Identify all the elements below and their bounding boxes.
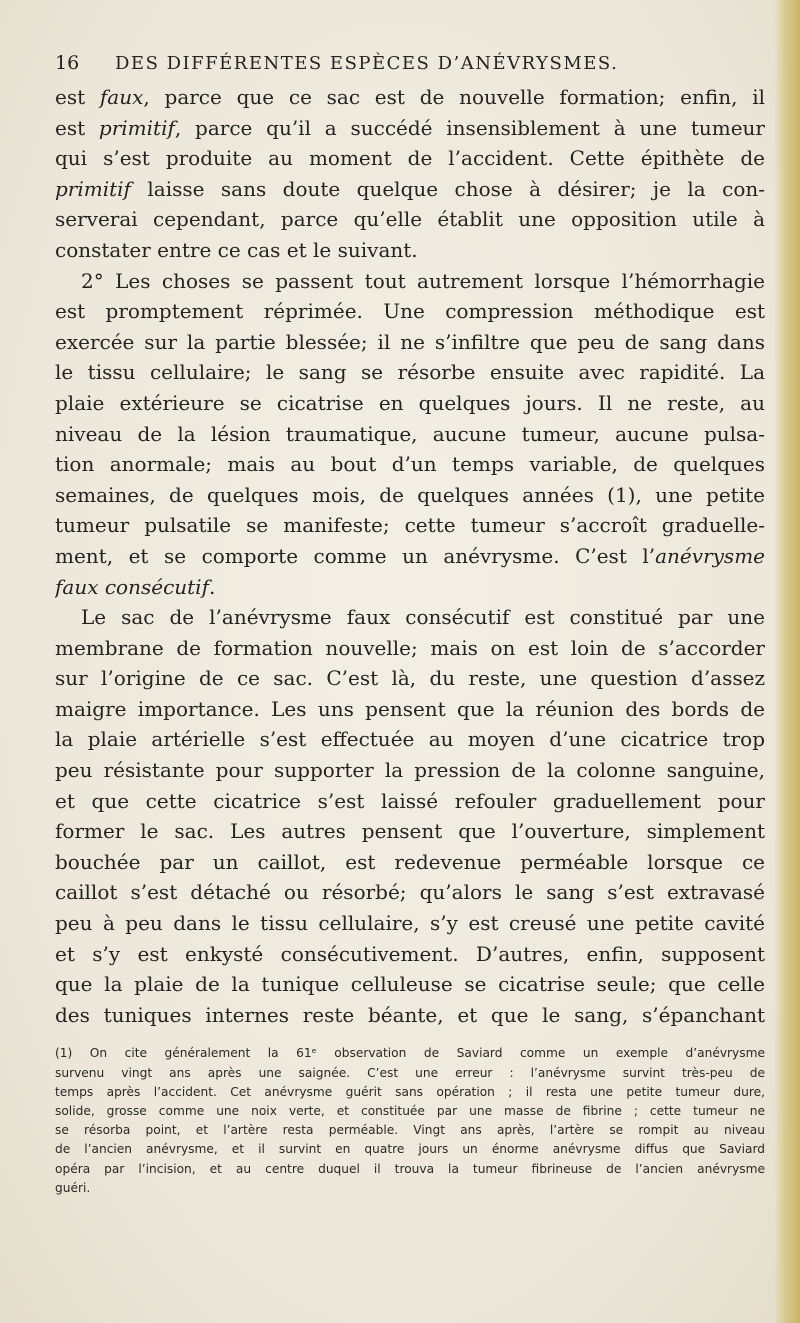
text-run: caillot s’est détaché ou résorbé; qu’alors le sang s’est extravasé bbox=[55, 880, 765, 905]
text-line bbox=[55, 541, 765, 572]
text-run: semaines, de quelques mois, de quelques années (1), une petite bbox=[55, 482, 765, 507]
text-line bbox=[55, 266, 765, 297]
text-run: qui s’est produite au moment de l’accident. Cette épithète de bbox=[55, 146, 765, 171]
text-line bbox=[55, 939, 765, 970]
text-run: est bbox=[55, 115, 99, 140]
text-run: que la plaie de la tunique celluleuse se cicatrise seule; que celle bbox=[55, 972, 765, 997]
footnote-line: guéri. bbox=[55, 1180, 91, 1195]
text-line bbox=[55, 724, 765, 755]
text-run: et s’y est enkysté consécutivement. D’autres, enfin, supposent bbox=[55, 941, 765, 966]
body-text bbox=[55, 82, 765, 1030]
italic-run: primitif bbox=[98, 115, 175, 140]
footnote-line: temps après l’accident. Cet anévrysme guérit sans opération ; il resta une petite tumeur dure, bbox=[55, 1084, 765, 1099]
text-line bbox=[55, 572, 765, 603]
text-run: ment, et se comporte comme un anévrysme. C’est l’ bbox=[55, 543, 656, 568]
text-run: tumeur pulsatile se manifeste; cette tumeur s’accroît graduelle- bbox=[55, 513, 765, 538]
text-run: le tissu cellulaire; le sang se résorbe ensuite avec rapidité. La bbox=[55, 360, 765, 385]
text-line bbox=[55, 663, 765, 694]
text-run: 2° Les choses se passent tout autrement lorsque l’hémorrhagie bbox=[81, 268, 765, 293]
footnote-line: solide, grosse comme une noix verte, et constituée par une masse de fibrine ; cette tumeur ne bbox=[55, 1103, 765, 1118]
text-run: est promptement réprimée. Une compression méthodique est bbox=[55, 299, 765, 324]
text-run: former le sac. Les autres pensent que l’ouverture, simplement bbox=[55, 819, 765, 844]
text-run: Le sac de l’anévrysme faux consécutif est constitué par une bbox=[81, 605, 765, 630]
text-run: peu à peu dans le tissu cellulaire, s’y est creusé une petite cavité bbox=[55, 911, 765, 936]
footnote-line: survenu vingt ans après une saignée. C’est une erreur : l’anévrysme survint très-peu de bbox=[55, 1065, 765, 1080]
text-line bbox=[55, 786, 765, 817]
text-line bbox=[55, 327, 765, 358]
text-line bbox=[55, 113, 765, 144]
text-line bbox=[55, 419, 765, 450]
footnote-line: opéra par l’incision, et au centre duquel il trouva la tumeur fibrineuse de l’ancien anévrysme bbox=[55, 1161, 765, 1176]
text-line bbox=[55, 174, 765, 205]
text-line bbox=[55, 877, 765, 908]
italic-run: anévrysme bbox=[655, 543, 765, 568]
text-run: maigre importance. Les uns pensent que la réunion des bords de bbox=[55, 696, 765, 721]
text-line bbox=[55, 82, 765, 113]
text-line bbox=[55, 296, 765, 327]
text-line bbox=[55, 847, 765, 878]
text-line bbox=[55, 602, 765, 633]
text-line bbox=[55, 480, 765, 511]
running-title: DES DIFFÉRENTES ESPÈCES D’ANÉVRYSMES. bbox=[115, 53, 619, 74]
text-line bbox=[55, 143, 765, 174]
text-line bbox=[55, 816, 765, 847]
text-line bbox=[55, 388, 765, 419]
italic-run: faux bbox=[99, 85, 144, 109]
text-run: peu résistante pour supporter la pression de la colonne sanguine, bbox=[55, 758, 765, 783]
text-line bbox=[55, 633, 765, 664]
text-run: , parce qu’il a succédé insensiblement à une tumeur bbox=[174, 115, 765, 140]
text-run: niveau de la lésion traumatique, aucune tumeur, aucune pulsa- bbox=[55, 421, 765, 446]
text-line bbox=[55, 1000, 765, 1031]
footnote-line: (1) On cite généralement la 61ᵉ observation de Saviard comme un exemple d’anévrysme bbox=[55, 1046, 765, 1061]
text-run: , parce que ce sac est de nouvelle formation; enfin, il bbox=[143, 85, 765, 109]
text-run: membrane de formation nouvelle; mais on est loin de s’accorder bbox=[55, 635, 765, 660]
footnote-line: de l’ancien anévrysme, et il survint en quatre jours un énorme anévrysme diffus que Saviard bbox=[55, 1142, 765, 1157]
running-header bbox=[55, 52, 765, 82]
text-run: est bbox=[55, 85, 100, 109]
text-run: des tuniques internes reste béante, et que le sang, s’épanchant bbox=[55, 1002, 765, 1027]
text-run: . bbox=[208, 574, 216, 599]
text-run: serverai cependant, parce qu’elle établit une opposition utile à bbox=[55, 207, 765, 232]
text-line bbox=[55, 969, 765, 1000]
page-edge-stain bbox=[774, 0, 800, 1323]
text-run: exercée sur la partie blessée; il ne s’infiltre que peu de sang dans bbox=[55, 329, 765, 354]
text-run: plaie extérieure se cicatrise en quelques jours. Il ne reste, au bbox=[55, 390, 765, 415]
text-line bbox=[55, 449, 765, 480]
text-line bbox=[55, 357, 765, 388]
italic-run: primitif bbox=[55, 176, 131, 201]
text-run: et que cette cicatrice s’est laissé refouler graduellement pour bbox=[55, 788, 765, 813]
text-run: laisse sans doute quelque chose à désirer; je la con- bbox=[130, 176, 765, 201]
text-run: tion anormale; mais au bout d’un temps variable, de quelques bbox=[55, 452, 765, 477]
text-line bbox=[55, 694, 765, 725]
italic-run: faux consécutif bbox=[55, 574, 209, 599]
text-line bbox=[55, 510, 765, 541]
text-run: bouchée par un caillot, est redevenue perméable lorsque ce bbox=[55, 849, 765, 874]
text-run: constater entre ce cas et le suivant. bbox=[55, 237, 418, 262]
page-text-block bbox=[55, 52, 765, 1198]
text-line bbox=[55, 755, 765, 786]
footnote-line: se résorba point, et l’artère resta perméable. Vingt ans après, l’artère se rompit au niveau bbox=[55, 1123, 765, 1138]
footnote-block bbox=[55, 1044, 765, 1198]
text-line bbox=[55, 235, 765, 266]
text-line bbox=[55, 908, 765, 939]
text-line bbox=[55, 204, 765, 235]
text-run: sur l’origine de ce sac. C’est là, du reste, une question d’assez bbox=[55, 666, 765, 691]
text-run: la plaie artérielle s’est effectuée au moyen d’une cicatrice trop bbox=[55, 727, 765, 752]
page-number: 16 bbox=[55, 52, 80, 74]
